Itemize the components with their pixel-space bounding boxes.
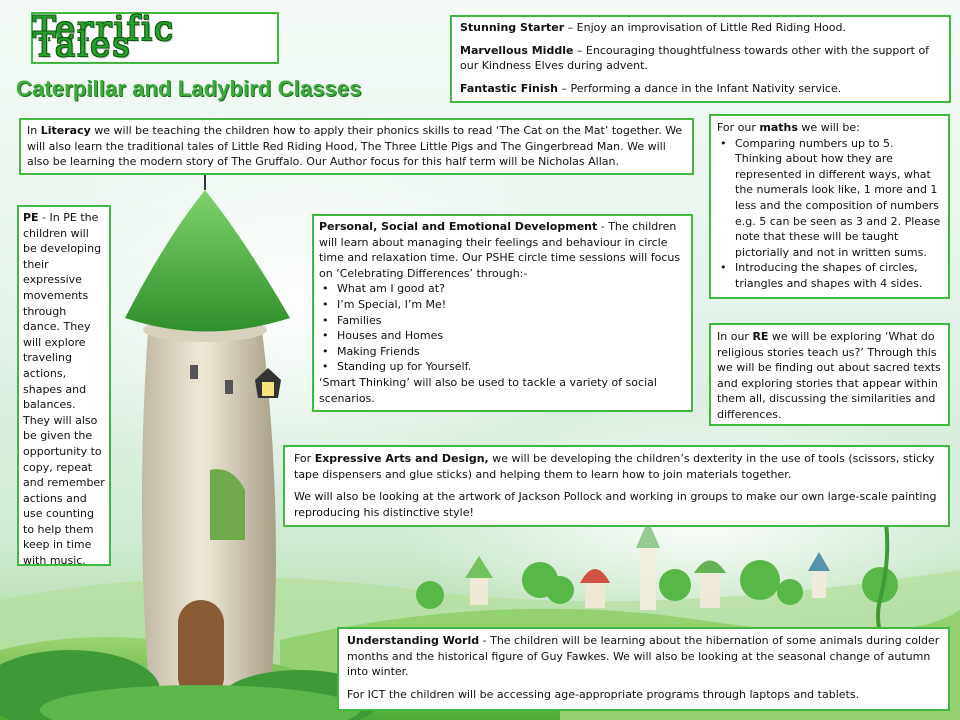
classes-subtitle: Caterpillar and Ladybird Classes [16, 76, 362, 101]
fantastic-finish: Fantastic Finish – Performing a dance in the Infant Nativity service. [460, 81, 842, 95]
pshe-box [312, 214, 693, 412]
pshe-closing: ‘Smart Thinking’ will also be used to tackle a variety of social scenarios. [319, 375, 657, 405]
literacy-text: In Literacy we will be teaching the children how to apply their phonics skills to read ‘The Cat on the Mat’ together. We will also learn the traditional tales of Little Red Riding Hood, The Three Little Pigs and The Gingerbread Man. We will also be learning the modern story of The Gruffalo. Our Author focus for this half term will be Nicholas Allan. [27, 124, 683, 169]
maths-intro: For our maths we will be: [717, 121, 860, 134]
pe-text: PE - In PE the children will be developing their expressive movements through dance. They will explore traveling actions, shapes and balances. They will also be given the opportunity to copy, repeat and remember actions and use counting to help them keep in time with music. [23, 211, 105, 568]
world-text: Understanding World - The children will be learning about the hibernation of some animals during colder months and the historical figure of Guy Fawkes. We will also be looking at the seasonal change of autumn into winter. [347, 634, 940, 679]
maths-box [709, 114, 950, 299]
list-item: • Families [319, 313, 686, 329]
re-box [709, 323, 950, 426]
title-box [31, 9, 279, 65]
ead-text: For Expressive Arts and Design, we will be developing the children’s dexterity in the use of tools (scissors, sticky tape dispensers and glue sticks) and helping them to learn how to join materials together. [294, 452, 935, 481]
world-para2: For ICT the children will be accessing age-appropriate programs through laptops and tablets. [347, 687, 860, 701]
list-item: • Standing up for Yourself. [319, 359, 686, 375]
starter-middle-finish-box [450, 15, 951, 103]
page-title: Terrific Tales [33, 9, 176, 65]
list-item: • Comparing numbers up to 5. Thinking about how they are represented in different ways, what the numerals look like, 1 more and 1 less and the composition of numbers e.g. 5 can be seen as 3 and 2. Please note that these will be taught pictorially and not in written sums. [717, 136, 942, 261]
re-text: In our RE we will be exploring ‘What do religious stories teach us?’ Through this we will be finding out about sacred texts and exploring stories that appear within them all, discussing the similarities and differences. [717, 330, 941, 421]
ead-para2: We will also be looking at the artwork of Jackson Pollock and working in groups to make our own large-scale painting reproducing his distinctive style! [294, 490, 937, 519]
expressive-arts-box [283, 445, 950, 527]
pshe-list [319, 281, 686, 375]
list-item: • I’m Special, I’m Me! [319, 297, 686, 313]
list-item: • Making Friends [319, 344, 686, 360]
literacy-box [19, 118, 694, 175]
list-item: • What am I good at? [319, 281, 686, 297]
list-item: • Introducing the shapes of circles, triangles and shapes with 4 sides. [717, 260, 942, 291]
pshe-text: Personal, Social and Emotional Development - The children will learn about managing their feelings and behaviour in circle time and relaxation time. Our PSHE circle time sessions will focus on ‘Celebrating Differences’ through:- [319, 220, 681, 280]
pe-box [17, 205, 111, 566]
understanding-world-box [337, 627, 950, 711]
maths-list [717, 136, 942, 292]
marvellous-middle: Marvellous Middle – Encouraging thoughtfulness towards other with the support of our Kindness Elves during advent. [460, 43, 930, 73]
stunning-starter: Stunning Starter – Enjoy an improvisation of Little Red Riding Hood. [460, 21, 846, 34]
list-item: • Houses and Homes [319, 328, 686, 344]
